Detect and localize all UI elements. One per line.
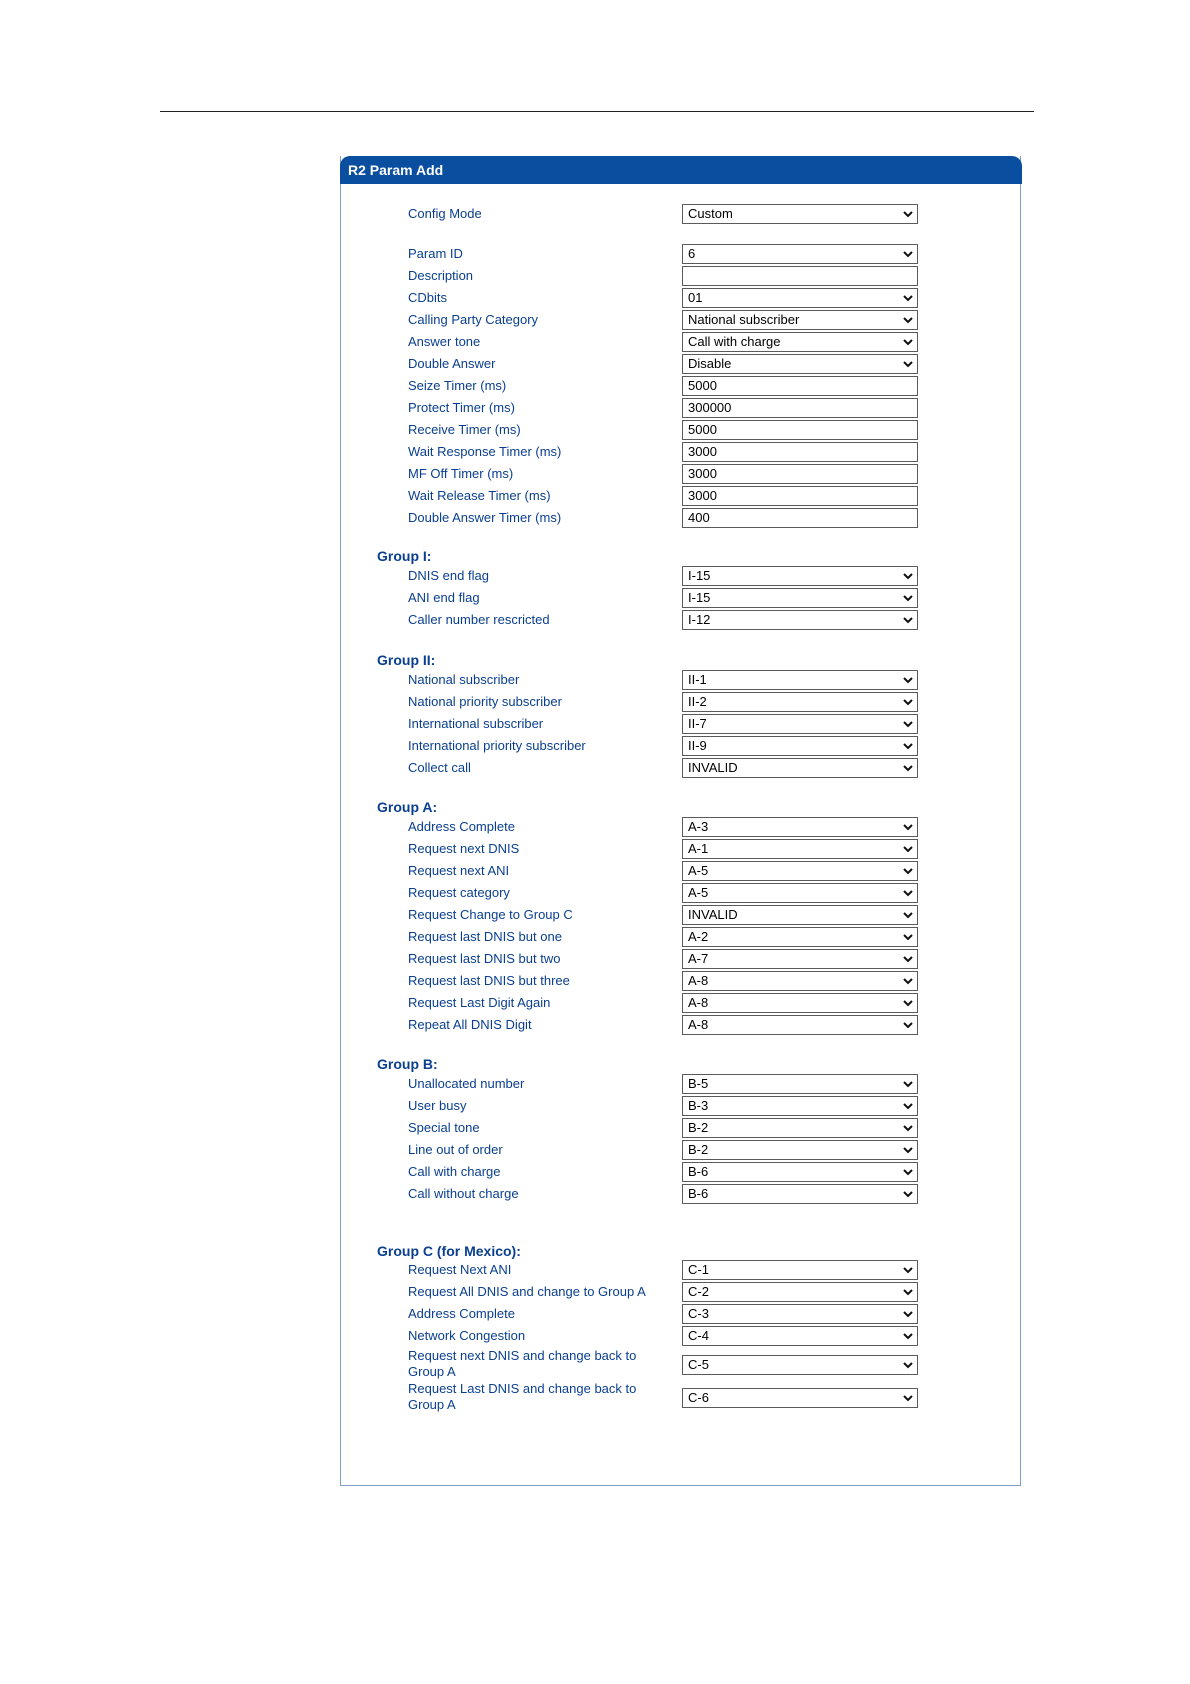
form-row-seize-timer-ms bbox=[341, 376, 1020, 396]
form-row-double-answer-timer-ms bbox=[341, 508, 1020, 528]
form-row-address-complete bbox=[341, 817, 1020, 837]
field-value: A-8 bbox=[688, 973, 709, 988]
answer-tone-select[interactable] bbox=[682, 332, 918, 352]
form-row-national-priority-subscriber bbox=[341, 692, 1020, 712]
chevron-down-icon bbox=[903, 359, 913, 369]
field-label: Request category bbox=[408, 885, 510, 900]
form-row-config-mode bbox=[341, 204, 1020, 224]
form-row-calling-party-category bbox=[341, 310, 1020, 330]
field-value: C-3 bbox=[688, 1306, 709, 1321]
field-value: A-2 bbox=[688, 929, 709, 944]
field-value: A-5 bbox=[688, 885, 709, 900]
form-row-request-next-dnis-and-change-back-to-group-a bbox=[341, 1348, 1020, 1382]
group-title-group-a: Group A: bbox=[377, 799, 438, 815]
field-value: A-3 bbox=[688, 819, 709, 834]
field-label: Seize Timer (ms) bbox=[408, 378, 507, 393]
field-label: Collect call bbox=[408, 760, 471, 775]
collect-call-select[interactable] bbox=[682, 758, 918, 778]
form-row-unallocated-number bbox=[341, 1074, 1020, 1094]
field-label: Network Congestion bbox=[408, 1328, 526, 1343]
field-label: CDbits bbox=[408, 290, 448, 305]
form-row-request-last-digit-again bbox=[341, 993, 1020, 1013]
field-label: Param ID bbox=[408, 246, 463, 261]
protect-timer-ms-input[interactable] bbox=[682, 398, 918, 418]
form-row-call-with-charge bbox=[341, 1162, 1020, 1182]
field-value: INVALID bbox=[688, 760, 738, 775]
field-label: National priority subscriber bbox=[408, 694, 562, 709]
form-row-network-congestion bbox=[341, 1326, 1020, 1346]
field-value: B-2 bbox=[688, 1120, 709, 1135]
chevron-down-icon bbox=[903, 866, 913, 876]
chevron-down-icon bbox=[903, 888, 913, 898]
field-value: 400 bbox=[688, 510, 710, 525]
field-label: DNIS end flag bbox=[408, 568, 489, 583]
calling-party-category-select[interactable] bbox=[682, 310, 918, 330]
request-last-dnis-but-two-select[interactable] bbox=[682, 949, 918, 969]
field-label: Wait Response Timer (ms) bbox=[408, 444, 562, 459]
request-last-dnis-but-three-select[interactable] bbox=[682, 971, 918, 991]
chevron-down-icon bbox=[903, 998, 913, 1008]
top-rule bbox=[160, 111, 1034, 112]
network-congestion-select[interactable] bbox=[682, 1326, 918, 1346]
field-value: C-6 bbox=[688, 1390, 709, 1405]
chevron-down-icon bbox=[903, 337, 913, 347]
field-value: II-7 bbox=[688, 716, 707, 731]
field-value: I-15 bbox=[688, 590, 711, 605]
field-value: B-3 bbox=[688, 1098, 709, 1113]
national-priority-subscriber-select[interactable] bbox=[682, 692, 918, 712]
form-row-protect-timer-ms bbox=[341, 398, 1020, 418]
form-row-mf-off-timer-ms bbox=[341, 464, 1020, 484]
field-value: A-1 bbox=[688, 841, 709, 856]
ani-end-flag-select[interactable] bbox=[682, 588, 918, 608]
field-label: Request Last Digit Again bbox=[408, 995, 551, 1010]
field-label: Unallocated number bbox=[408, 1076, 525, 1091]
request-last-dnis-but-one-select[interactable] bbox=[682, 927, 918, 947]
field-label: Call without charge bbox=[408, 1186, 519, 1201]
panel-title: R2 Param Add bbox=[340, 156, 1022, 184]
group-title-group-b: Group B: bbox=[377, 1056, 438, 1072]
field-label: Address Complete bbox=[408, 1306, 515, 1321]
international-subscriber-select[interactable] bbox=[682, 714, 918, 734]
field-value: Call with charge bbox=[688, 334, 781, 349]
chevron-down-icon bbox=[903, 1123, 913, 1133]
field-label: International subscriber bbox=[408, 716, 544, 731]
field-label: Calling Party Category bbox=[408, 312, 539, 327]
field-value: B-2 bbox=[688, 1142, 709, 1157]
description-input[interactable] bbox=[682, 266, 918, 286]
form-row-double-answer bbox=[341, 354, 1020, 374]
request-category-select[interactable] bbox=[682, 883, 918, 903]
user-busy-select[interactable] bbox=[682, 1096, 918, 1116]
param-id-select[interactable] bbox=[682, 244, 918, 264]
request-next-ani-select[interactable] bbox=[682, 1260, 918, 1280]
field-value: 3000 bbox=[688, 466, 717, 481]
request-last-digit-again-select[interactable] bbox=[682, 993, 918, 1013]
wait-response-timer-ms-input[interactable] bbox=[682, 442, 918, 462]
field-value: C-1 bbox=[688, 1262, 709, 1277]
chevron-down-icon bbox=[903, 315, 913, 325]
field-value: INVALID bbox=[688, 907, 738, 922]
chevron-down-icon bbox=[903, 293, 913, 303]
request-all-dnis-and-change-to-group-a-select[interactable] bbox=[682, 1282, 918, 1302]
form-row-request-next-dnis bbox=[341, 839, 1020, 859]
field-label: ANI end flag bbox=[408, 590, 480, 605]
chevron-down-icon bbox=[903, 1393, 913, 1403]
form-row-international-priority-subscriber bbox=[341, 736, 1020, 756]
request-change-to-group-c-select[interactable] bbox=[682, 905, 918, 925]
config-mode-select[interactable] bbox=[682, 204, 918, 224]
line-out-of-order-select[interactable] bbox=[682, 1140, 918, 1160]
international-priority-subscriber-select[interactable] bbox=[682, 736, 918, 756]
group-title-group-c-for-mexico: Group C (for Mexico): bbox=[377, 1243, 521, 1259]
mf-off-timer-ms-input[interactable] bbox=[682, 464, 918, 484]
field-value: Disable bbox=[688, 356, 732, 371]
field-value: B-5 bbox=[688, 1076, 709, 1091]
field-value: II-1 bbox=[688, 672, 707, 687]
field-label: Call with charge bbox=[408, 1164, 501, 1179]
chevron-down-icon bbox=[903, 1145, 913, 1155]
field-value: A-8 bbox=[688, 995, 709, 1010]
field-value: Custom bbox=[688, 206, 733, 221]
field-value: A-7 bbox=[688, 951, 709, 966]
field-label: User busy bbox=[408, 1098, 467, 1113]
field-label: Request next ANI bbox=[408, 863, 510, 878]
chevron-down-icon bbox=[903, 1360, 913, 1370]
special-tone-select[interactable] bbox=[682, 1118, 918, 1138]
form-row-wait-release-timer-ms bbox=[341, 486, 1020, 506]
form-row-request-last-dnis-but-two bbox=[341, 949, 1020, 969]
field-value: C-4 bbox=[688, 1328, 709, 1343]
request-last-dnis-and-change-back-to-group-a-select[interactable] bbox=[682, 1388, 918, 1408]
address-complete-select[interactable] bbox=[682, 1304, 918, 1324]
form-row-cdbits bbox=[341, 288, 1020, 308]
chevron-down-icon bbox=[903, 1331, 913, 1341]
group-title-group-i: Group I: bbox=[377, 548, 432, 564]
request-next-ani-select[interactable] bbox=[682, 861, 918, 881]
field-value: II-9 bbox=[688, 738, 707, 753]
chevron-down-icon bbox=[903, 1020, 913, 1030]
field-value: I-12 bbox=[688, 612, 711, 627]
field-label: Caller number rescricted bbox=[408, 612, 550, 627]
chevron-down-icon bbox=[903, 615, 913, 625]
field-label: Double Answer bbox=[408, 356, 496, 371]
chevron-down-icon bbox=[903, 571, 913, 581]
field-label: Special tone bbox=[408, 1120, 480, 1135]
form-row-request-all-dnis-and-change-to-group-a bbox=[341, 1282, 1020, 1302]
cdbits-select[interactable] bbox=[682, 288, 918, 308]
form-row-request-next-ani bbox=[341, 1260, 1020, 1280]
field-label: Address Complete bbox=[408, 819, 515, 834]
chevron-down-icon bbox=[903, 1079, 913, 1089]
chevron-down-icon bbox=[903, 763, 913, 773]
field-value: 6 bbox=[688, 246, 696, 261]
wait-release-timer-ms-input[interactable] bbox=[682, 486, 918, 506]
form-row-receive-timer-ms bbox=[341, 420, 1020, 440]
seize-timer-ms-input[interactable] bbox=[682, 376, 918, 396]
form-row-international-subscriber bbox=[341, 714, 1020, 734]
field-value: A-8 bbox=[688, 1017, 709, 1032]
call-with-charge-select[interactable] bbox=[682, 1162, 918, 1182]
field-label: Request last DNIS but one bbox=[408, 929, 562, 944]
chevron-down-icon bbox=[903, 675, 913, 685]
chevron-down-icon bbox=[903, 697, 913, 707]
chevron-down-icon bbox=[903, 209, 913, 219]
chevron-down-icon bbox=[903, 1167, 913, 1177]
field-label: MF Off Timer (ms) bbox=[408, 466, 514, 481]
field-label: Request All DNIS and change to Group A bbox=[408, 1284, 646, 1299]
form-row-request-last-dnis-but-three bbox=[341, 971, 1020, 991]
form-row-line-out-of-order bbox=[341, 1140, 1020, 1160]
field-label: Repeat All DNIS Digit bbox=[408, 1017, 532, 1032]
form-row-request-last-dnis-but-one bbox=[341, 927, 1020, 947]
form-row-caller-number-rescricted bbox=[341, 610, 1020, 630]
field-value: II-2 bbox=[688, 694, 707, 709]
field-label: International priority subscriber bbox=[408, 738, 586, 753]
form-row-description bbox=[341, 266, 1020, 286]
r2-param-add-panel bbox=[340, 156, 1021, 1486]
chevron-down-icon bbox=[903, 719, 913, 729]
chevron-down-icon bbox=[903, 1265, 913, 1275]
form-row-collect-call bbox=[341, 758, 1020, 778]
form-row-dnis-end-flag bbox=[341, 566, 1020, 586]
form-row-request-next-ani bbox=[341, 861, 1020, 881]
form-row-answer-tone bbox=[341, 332, 1020, 352]
request-next-dnis-and-change-back-to-group-a-select[interactable] bbox=[682, 1355, 918, 1375]
chevron-down-icon bbox=[903, 932, 913, 942]
chevron-down-icon bbox=[903, 910, 913, 920]
field-value: C-2 bbox=[688, 1284, 709, 1299]
field-label: Request last DNIS but three bbox=[408, 973, 570, 988]
call-without-charge-select[interactable] bbox=[682, 1184, 918, 1204]
double-answer-timer-ms-input[interactable] bbox=[682, 508, 918, 528]
field-value: C-5 bbox=[688, 1357, 709, 1372]
field-label: Request Last DNIS and change back to Group A bbox=[408, 1381, 637, 1412]
form-row-request-change-to-group-c bbox=[341, 905, 1020, 925]
group-title-group-ii: Group II: bbox=[377, 652, 436, 668]
chevron-down-icon bbox=[903, 954, 913, 964]
field-label: Answer tone bbox=[408, 334, 481, 349]
field-label: National subscriber bbox=[408, 672, 520, 687]
receive-timer-ms-input[interactable] bbox=[682, 420, 918, 440]
chevron-down-icon bbox=[903, 593, 913, 603]
repeat-all-dnis-digit-select[interactable] bbox=[682, 1015, 918, 1035]
field-value: 3000 bbox=[688, 488, 717, 503]
field-value: 5000 bbox=[688, 378, 717, 393]
chevron-down-icon bbox=[903, 822, 913, 832]
caller-number-rescricted-select[interactable] bbox=[682, 610, 918, 630]
field-label: Line out of order bbox=[408, 1142, 503, 1157]
chevron-down-icon bbox=[903, 1309, 913, 1319]
national-subscriber-select[interactable] bbox=[682, 670, 918, 690]
field-label: Receive Timer (ms) bbox=[408, 422, 521, 437]
field-label: Protect Timer (ms) bbox=[408, 400, 515, 415]
field-label: Config Mode bbox=[408, 206, 482, 221]
form-row-ani-end-flag bbox=[341, 588, 1020, 608]
field-label: Double Answer Timer (ms) bbox=[408, 510, 562, 525]
unallocated-number-select[interactable] bbox=[682, 1074, 918, 1094]
field-value: B-6 bbox=[688, 1164, 709, 1179]
field-label: Description bbox=[408, 268, 474, 283]
field-value: 5000 bbox=[688, 422, 717, 437]
form-row-special-tone bbox=[341, 1118, 1020, 1138]
form-row-national-subscriber bbox=[341, 670, 1020, 690]
dnis-end-flag-select[interactable] bbox=[682, 566, 918, 586]
field-label: Request next DNIS and change back to Group A bbox=[408, 1348, 637, 1379]
field-value: 3000 bbox=[688, 444, 717, 459]
field-label: Wait Release Timer (ms) bbox=[408, 488, 551, 503]
field-label: Request next DNIS bbox=[408, 841, 520, 856]
field-value: 01 bbox=[688, 290, 703, 305]
field-label: Request Next ANI bbox=[408, 1262, 512, 1277]
chevron-down-icon bbox=[903, 1101, 913, 1111]
form-row-address-complete bbox=[341, 1304, 1020, 1324]
chevron-down-icon bbox=[903, 976, 913, 986]
field-value: B-6 bbox=[688, 1186, 709, 1201]
double-answer-select[interactable] bbox=[682, 354, 918, 374]
form-row-param-id bbox=[341, 244, 1020, 264]
chevron-down-icon bbox=[903, 1287, 913, 1297]
form-row-user-busy bbox=[341, 1096, 1020, 1116]
field-label: Request last DNIS but two bbox=[408, 951, 561, 966]
chevron-down-icon bbox=[903, 741, 913, 751]
field-value: National subscriber bbox=[688, 312, 800, 327]
request-next-dnis-select[interactable] bbox=[682, 839, 918, 859]
chevron-down-icon bbox=[903, 249, 913, 259]
form-row-wait-response-timer-ms bbox=[341, 442, 1020, 462]
field-value: I-15 bbox=[688, 568, 711, 583]
field-label: Request Change to Group C bbox=[408, 907, 573, 922]
address-complete-select[interactable] bbox=[682, 817, 918, 837]
field-value: 300000 bbox=[688, 400, 732, 415]
form-row-call-without-charge bbox=[341, 1184, 1020, 1204]
chevron-down-icon bbox=[903, 1189, 913, 1199]
form-row-repeat-all-dnis-digit bbox=[341, 1015, 1020, 1035]
form-row-request-category bbox=[341, 883, 1020, 903]
form-row-request-last-dnis-and-change-back-to-group-a bbox=[341, 1381, 1020, 1415]
field-value: A-5 bbox=[688, 863, 709, 878]
chevron-down-icon bbox=[903, 844, 913, 854]
